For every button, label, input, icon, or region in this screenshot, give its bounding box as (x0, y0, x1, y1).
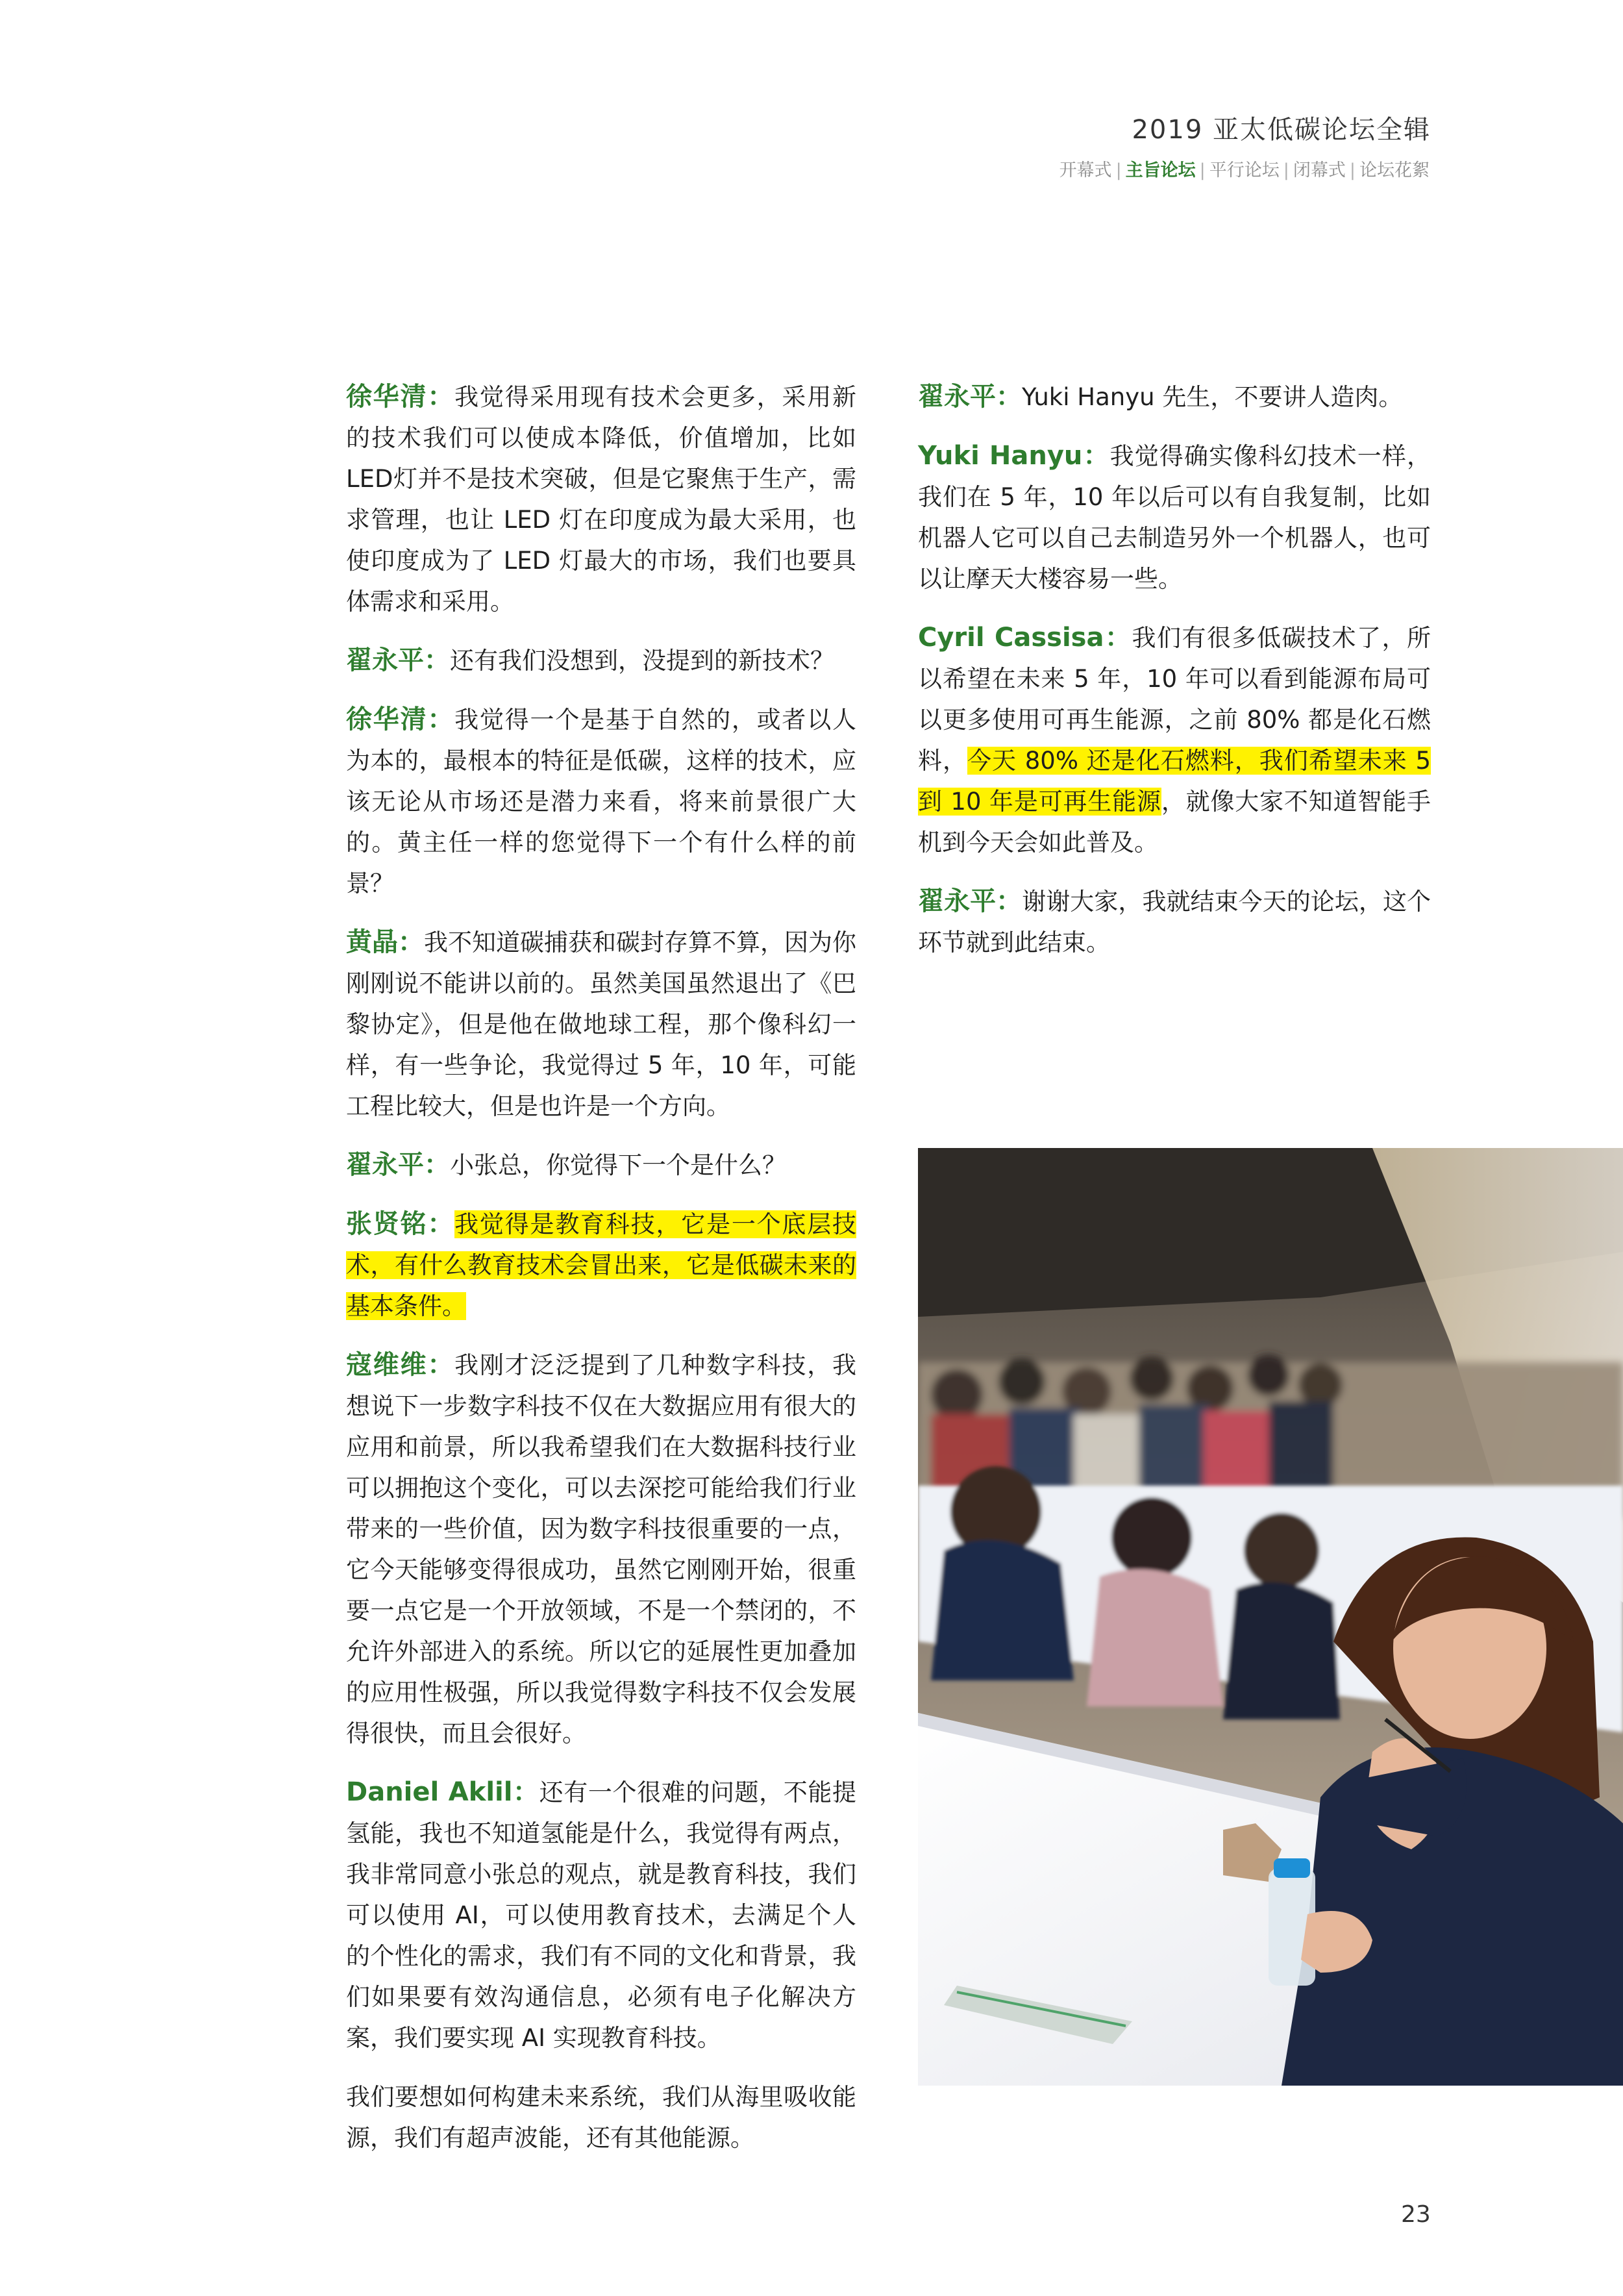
nav-separator: | (1283, 160, 1289, 181)
left-column (346, 377, 856, 2177)
speaker-name: 黄晶： (346, 927, 424, 957)
speech-text: 谢谢大家，我就结束今天的论坛，这个环节就到此结束。 (918, 888, 1431, 956)
dialogue-paragraph (346, 1204, 856, 1327)
speech-text: 还有我们没想到，没提到的新技术？ (450, 647, 834, 675)
right-column (918, 377, 1431, 981)
highlighted-text: 我觉得是教育科技，它是一个底层技术，有什么教育技术会冒出来，它是低碳未来的基本条件。 (346, 1210, 857, 1320)
dialogue-paragraph (346, 922, 856, 1127)
speech-text: 我觉得采用现有技术会更多，采用新的技术我们可以使成本降低，价值增加，比如LED灯并不是技术突破，但是它聚焦于生产，需求管理，也让 LED 灯在印度成为最大采用，也使印度成为了 LED 灯最大的市场，我们也要具体需求和采用。 (346, 383, 857, 616)
nav-item-opening[interactable]: 开幕式 (1059, 160, 1112, 181)
speech-text: 小张总，你觉得下一个是什么？ (450, 1151, 786, 1179)
dialogue-paragraph (918, 618, 1431, 863)
speaker-name: 寇维维： (346, 1350, 455, 1380)
section-nav (1059, 156, 1430, 181)
nav-separator: | (1115, 160, 1122, 181)
photo-illustration (918, 1148, 1623, 2086)
speech-text: 我刚才泛泛提到了几种数字科技，我想说下一步数字科技不仅在大数据应用有很大的应用和前景，所以我希望我们在大数据科技行业可以拥抱这个变化，可以去深挖可能给我们行业带来的一些价值，因为数字科技很重要的一点，它今天能够变得很成功，虽然它刚刚开始，很重要一点它是一个开放领域，不是一个禁闭的，不允许外部进入的系统。所以它的延展性更加叠加的应用性极强，所以我觉得数字科技不仅会发展得很快，而且会很好。 (346, 1351, 857, 1747)
speech-text: Yuki Hanyu 先生，不要讲人造肉。 (1022, 383, 1403, 411)
dialogue-paragraph (346, 640, 856, 681)
nav-separator: | (1199, 160, 1206, 181)
speaker-name: 翟永平： (346, 1150, 450, 1180)
speech-text: 我们有很多低碳技术了，所以希望在未来 5 年，10 年可以看到能源布局可以更多使用可再生能源，之前 80% 都是化石燃料， (918, 624, 1431, 775)
dialogue-paragraph (346, 2077, 856, 2158)
page-number: 23 (1401, 2201, 1431, 2228)
speaker-name: 徐华清： (346, 382, 455, 412)
dialogue-paragraph (918, 881, 1431, 963)
speaker-name: Daniel Aklil： (346, 1777, 539, 1807)
speech-text: ，就像大家不知道智能手机到今天会如此普及。 (918, 788, 1431, 856)
nav-item-closing[interactable]: 闭幕式 (1293, 160, 1346, 181)
speaker-name: 徐华清： (346, 705, 455, 734)
dialogue-paragraph (346, 1345, 856, 1754)
nav-item-parallel[interactable]: 平行论坛 (1209, 160, 1280, 181)
dialogue-paragraph (346, 1772, 856, 2058)
publication-title: 2019 亚太低碳论坛全辑 (1132, 115, 1431, 145)
speaker-name: 张贤铭： (346, 1209, 455, 1239)
dialogue-paragraph (918, 377, 1431, 418)
speech-text: 我觉得确实像科幻技术一样，我们在 5 年，10 年以后可以有自我复制，比如机器人它可以自己去制造另外一个机器人，也可以让摩天大楼容易一些。 (918, 442, 1431, 593)
dialogue-paragraph (346, 377, 856, 622)
conference-audience-photo (918, 1148, 1623, 2086)
speech-text: 还有一个很难的问题，不能提氢能，我也不知道氢能是什么，我觉得有两点，我非常同意小张总的观点，就是教育科技，我们可以使用 AI，可以使用教育技术，去满足个人的个性化的需求，我们有不同的文化和背景，我们如果要有效沟通信息，必须有电子化解决方案，我们要实现 AI 实现教育科技。 (346, 1778, 856, 2052)
highlighted-text: 今天 80% 还是化石燃料，我们希望未来 5 到 10 年是可再生能源 (918, 747, 1431, 816)
dialogue-paragraph (346, 1145, 856, 1186)
speech-text: 我觉得一个是基于自然的，或者以人为本的，最根本的特征是低碳，这样的技术，应该无论从市场还是潜力来看，将来前景很广大的。黄主任一样的您觉得下一个有什么样的前景？ (346, 706, 857, 897)
dialogue-paragraph (918, 436, 1431, 599)
nav-item-keynote[interactable]: 主旨论坛 (1125, 160, 1196, 181)
speaker-name: 翟永平： (918, 886, 1022, 916)
speech-text: 我不知道碳捕获和碳封存算不算，因为你刚刚说不能讲以前的。虽然美国虽然退出了《巴黎协定》，但是他在做地球工程，那个像科幻一样，有一些争论，我觉得过 5 年，10 年，可能工程比较大，但是也许是一个方向。 (346, 929, 856, 1120)
dialogue-paragraph (346, 699, 856, 904)
nav-item-highlights[interactable]: 论坛花絮 (1359, 160, 1430, 181)
speaker-name: Cyril Cassisa： (918, 623, 1132, 653)
nav-separator: | (1349, 160, 1356, 181)
speaker-name: Yuki Hanyu： (918, 441, 1110, 471)
speech-text: 我们要想如何构建未来系统，我们从海里吸收能源，我们有超声波能，还有其他能源。 (346, 2083, 856, 2152)
speaker-name: 翟永平： (346, 645, 450, 675)
speaker-name: 翟永平： (918, 382, 1022, 412)
